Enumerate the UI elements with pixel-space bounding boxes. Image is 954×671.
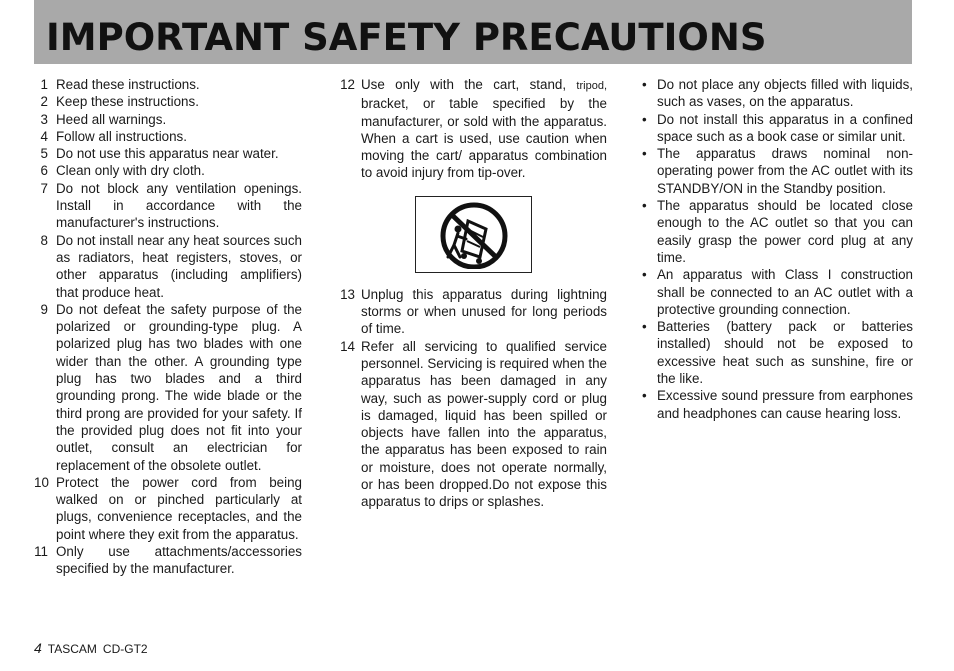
bullet-icon: • (642, 198, 647, 214)
bullet-icon: • (642, 267, 647, 283)
item-number: 4 (40, 128, 48, 144)
bullet-item (642, 318, 913, 387)
bullet-item (642, 266, 913, 318)
item-text: Do not install this apparatus in a confined space such as a book case or similar unit. (657, 111, 913, 144)
item-number: 7 (40, 180, 48, 196)
list-item (34, 76, 302, 93)
bullet-item (642, 197, 913, 266)
list-item (338, 338, 607, 511)
item-text-part: bracket, or table specified by the manufacturer, or sold with the apparatus. When a cart is used, use caution when moving the cart/ apparatus combination to avoid injury from tip-over. (361, 96, 607, 181)
item-number: 2 (40, 94, 48, 110)
item-number: 10 (34, 474, 49, 490)
list-item (34, 474, 302, 543)
item-number: 14 (340, 338, 355, 354)
brand-name: TASCAM (47, 642, 97, 656)
bullet-icon: • (642, 388, 647, 404)
item-text (361, 76, 607, 182)
list-item (338, 76, 607, 182)
item-text: Excessive sound pressure from earphones and headphones can cause hearing loss. (657, 388, 913, 421)
list-item (338, 286, 607, 338)
bullet-item (642, 76, 913, 111)
bullet-icon: • (642, 319, 647, 335)
list-item (34, 543, 302, 578)
item-number: 13 (340, 286, 355, 302)
bullet-icon: • (642, 77, 647, 92)
bullet-item (642, 111, 913, 146)
item-text: Keep these instructions. (56, 94, 199, 110)
item-text: Unplug this apparatus during lightning storms or when unused for long periods of time. (361, 286, 607, 337)
item-text: Refer all servicing to qualified service personnel. Servicing is required when the apparatus has been damaged in any way, such as power-supply cord or plug is damaged, liquid has been spilled or objects have fallen into the apparatus, the apparatus has been exposed to rain or moisture, does not operate normally, or has been dropped.Do not expose this apparatus to drips or splashes. (361, 338, 607, 510)
item-text: Follow all instructions. (56, 128, 187, 144)
column-2 (338, 76, 607, 511)
bullet-item (642, 387, 913, 422)
item-number: 6 (40, 163, 48, 179)
item-number: 5 (40, 146, 48, 162)
cart-tipover-icon (438, 201, 510, 269)
list-item (34, 128, 302, 145)
list-item (34, 111, 302, 128)
item-text: Protect the power cord from being walked on or pinched particularly at plugs, convenience receptacles, and the point where they exit from the apparatus. (56, 474, 302, 542)
bullet-icon: • (642, 146, 647, 162)
item-number: 1 (40, 77, 48, 92)
column-3 (642, 76, 913, 422)
item-number: 8 (40, 232, 48, 248)
item-text: Heed all warnings. (56, 111, 167, 127)
list-item (34, 162, 302, 179)
item-text-small: tripod, (576, 80, 607, 92)
item-text: Do not defeat the safety purpose of the polarized or grounding-type plug. A polarized plug has two blades with one wider than the other. A grounding type plug has two blades and a third grounding prong. The wide blade or the third prong are provided for your safety. If the provided plug does not fit into your outlet, consult an electrician for replacement of the obsolete outlet. (56, 301, 302, 473)
item-text: Only use attachments/accessories specified by the manufacturer. (56, 544, 302, 577)
column-1 (34, 76, 302, 578)
list-item (34, 93, 302, 110)
page-number: 4 (34, 640, 42, 656)
list-item (34, 301, 302, 474)
item-text: Do not use this apparatus near water. (56, 146, 279, 162)
item-text: Read these instructions. (56, 77, 200, 92)
bullet-item (642, 145, 913, 197)
item-text: Do not install near any heat sources such as radiators, heat registers, stoves, or other apparatus (including amplifiers) that produce heat. (56, 232, 302, 300)
bullet-icon: • (642, 111, 647, 127)
item-number: 9 (40, 301, 48, 317)
item-text: The apparatus should be located close enough to the AC outlet so that you can easily grasp the power cord plug at any time. (657, 198, 913, 265)
item-text-part: Use only with the cart, stand, (361, 77, 577, 92)
list-item (34, 232, 302, 301)
list-item (34, 180, 302, 232)
list-item (34, 145, 302, 162)
title-banner (34, 0, 912, 64)
item-text: Batteries (battery pack or batteries installed) should not be exposed to excessive heat such as sunshine, fire or the like. (657, 319, 913, 387)
item-text: Do not place any objects filled with liquids, such as vases, on the apparatus. (657, 77, 913, 110)
item-number: 12 (340, 77, 355, 92)
cart-warning-figure (415, 196, 532, 273)
item-text: An apparatus with Class I construction shall be connected to an AC outlet with a protective grounding connection. (657, 267, 913, 317)
item-number: 3 (40, 111, 48, 127)
page-title: IMPORTANT SAFETY PRECAUTIONS (46, 16, 767, 59)
model-name: CD-GT2 (102, 642, 148, 656)
item-text: Clean only with dry cloth. (56, 163, 205, 179)
page-footer (34, 640, 148, 656)
item-number: 11 (34, 544, 48, 560)
item-text: Do not block any ventilation openings. Install in accordance with the manufacturer's instructions. (56, 180, 302, 231)
item-text: The apparatus draws nominal non-operating power from the AC outlet with its STANDBY/ON in the Standby position. (657, 146, 913, 196)
